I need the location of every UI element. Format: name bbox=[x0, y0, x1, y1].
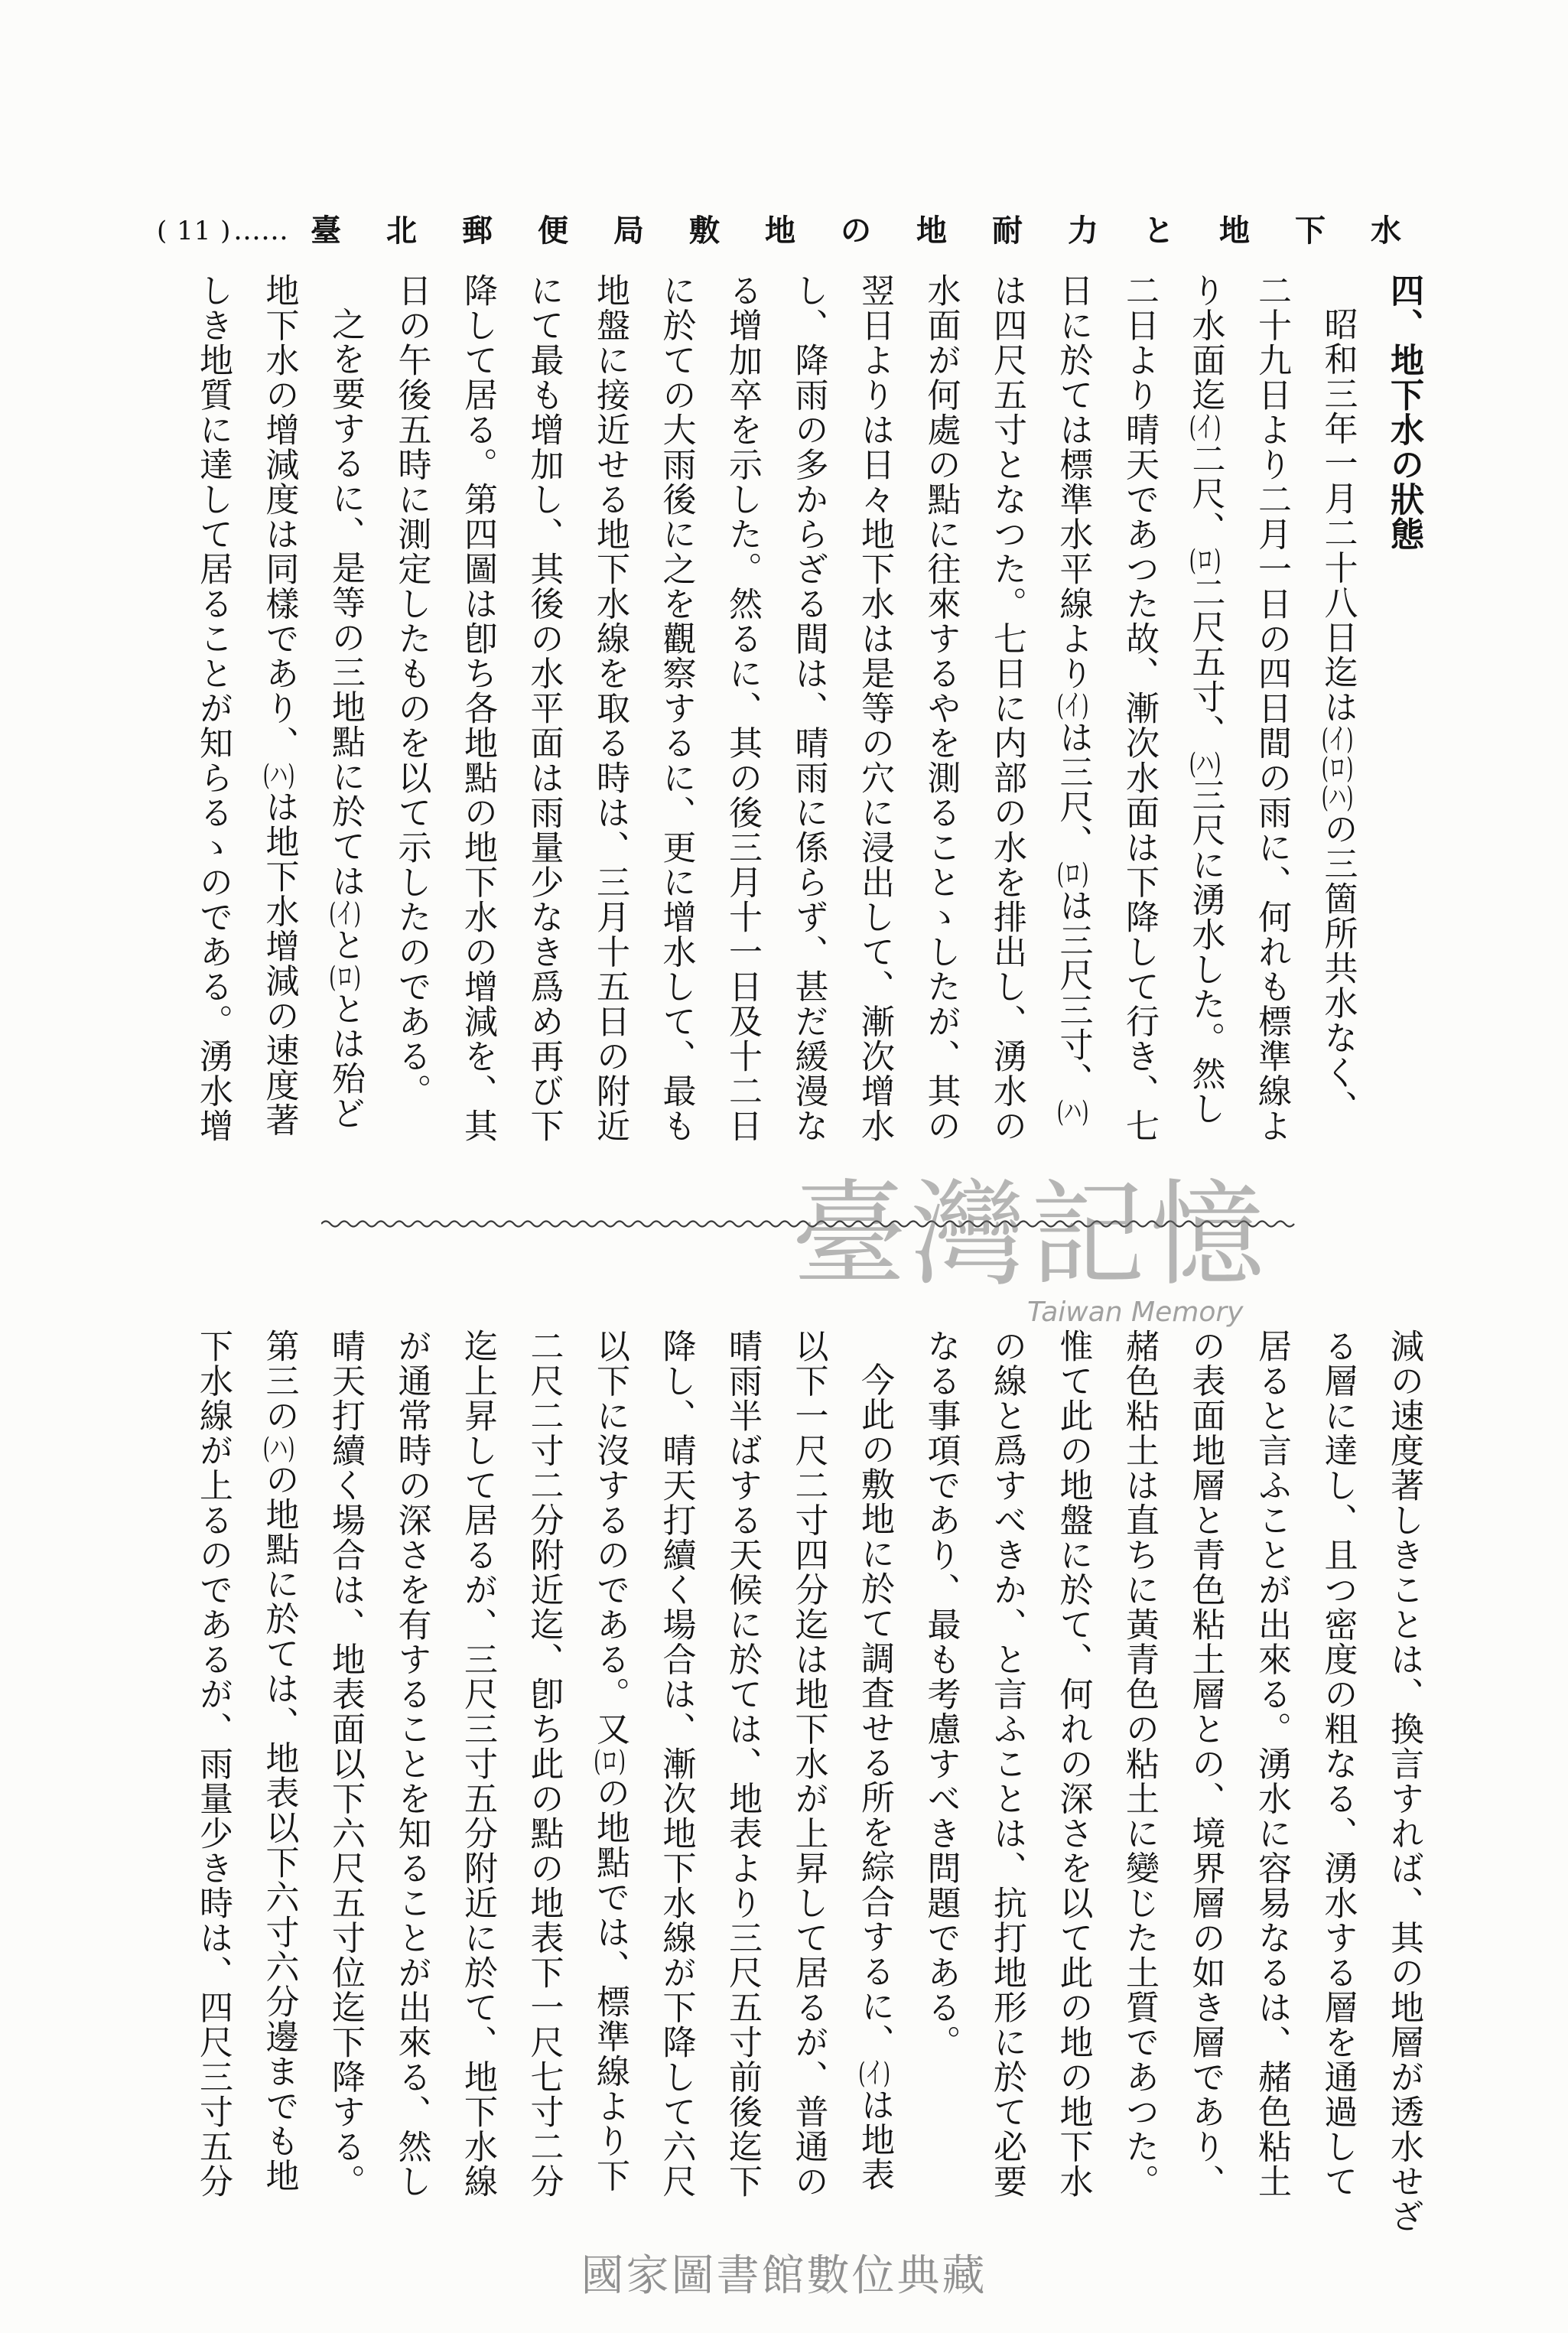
text-column: 地下水の增減度は同樣であり、(ハ)は地下水增減の速度著 bbox=[259, 273, 299, 1137]
enumerator-marker: (ロ) bbox=[1321, 753, 1354, 783]
enumerator-marker: (ハ) bbox=[262, 1433, 295, 1463]
text-column: 今此の敷地に於て調査せる所を綜合するに、(イ)は地表 bbox=[855, 1362, 894, 2192]
text-column: 降し、晴天打續く場合は、漸次地下水線が下降して六尺 bbox=[656, 1329, 696, 2199]
section-heading: 四、地下水の狀態 bbox=[1384, 273, 1423, 552]
enumerator-marker: (イ) bbox=[1321, 724, 1354, 753]
enumerator-marker: (ロ) bbox=[1056, 858, 1089, 888]
text-column: 下水線が上るのであるが、雨量少き時は、四尺三寸五分 bbox=[194, 1329, 233, 2199]
text-column: 水面が何處の點に往來するやを測ることゝしたが、其の bbox=[921, 273, 961, 1144]
enumerator-marker: (イ) bbox=[1056, 691, 1089, 720]
text-column: 晴雨半ばする天候に於ては、地表より三尺五寸前後迄下 bbox=[723, 1329, 762, 2199]
text-column: の表面地層と青色粘土層との、境界層の如き層であり、 bbox=[1186, 1329, 1225, 2199]
enumerator-marker: (イ) bbox=[858, 2058, 890, 2087]
text-column: 迄上昇して居るが、三尺三寸五分附近に於て、地下水線 bbox=[458, 1329, 497, 2199]
text-column: 減の速度著しきことは、換言すれば、其の地層が透水せざ bbox=[1384, 1329, 1423, 2234]
text-column: にて最も增加し、其後の水平面は雨量少なき爲め再び下 bbox=[524, 273, 564, 1144]
text-column: り水面迄(イ)二尺、(ロ)二尺五寸、(ハ)三尺に湧水した。然し bbox=[1186, 273, 1225, 1126]
enumerator-marker: (ハ) bbox=[1056, 1096, 1089, 1126]
library-watermark: 國家圖書館數位典藏 bbox=[581, 2251, 987, 2301]
enumerator-marker: (ロ) bbox=[594, 1746, 626, 1775]
page-number: ( 11 ) bbox=[157, 216, 232, 246]
header-leader-dots: …… bbox=[233, 215, 288, 246]
text-column: 居ると言ふことが出來る。湧水に容易なるは、赭色粘土 bbox=[1252, 1329, 1291, 2199]
enumerator-marker: (ハ) bbox=[1321, 782, 1354, 812]
taiwan-memory-logo: 臺灣記憶 bbox=[792, 1169, 1270, 1302]
running-title: 臺北郵便局敷地の地耐力と地下水 bbox=[311, 213, 1446, 249]
text-column: の線と爲すべきか、と言ふことは、抗打地形に於て必要 bbox=[987, 1329, 1026, 2199]
text-column: は四尺五寸となつた。七日に内部の水を排出し、湧水の bbox=[987, 273, 1026, 1144]
text-column: 之を要するに、是等の三地點に於ては(イ)と(ロ)とは殆ど bbox=[326, 307, 365, 1131]
text-column: 昭和三年一月二十八日迄は(イ)(ロ)(ハ)の三箇所共水なく、 bbox=[1318, 307, 1358, 1125]
enumerator-marker: (ハ) bbox=[1189, 748, 1222, 778]
text-column: 晴天打續く場合は、地表面以下六尺五寸位迄下降する。 bbox=[326, 1329, 365, 2199]
text-column: なる事項であり、最も考慮すべき問題である。 bbox=[921, 1329, 961, 2060]
text-column: 降して居る。第四圖は卽ち各地點の地下水の增減を、其 bbox=[458, 273, 497, 1144]
text-column: が通常時の深さを有することを知ることが出來る、然し bbox=[392, 1329, 431, 2199]
text-column: 地盤に接近せる地下水線を取る時は、三月十五日の附近 bbox=[590, 273, 629, 1144]
taiwan-memory-logo-latin: Taiwan Memory bbox=[1027, 1297, 1244, 1328]
text-column: 日の午後五時に測定したものを以て示したのである。 bbox=[392, 273, 431, 1108]
text-column: しき地質に達して居ることが知らるゝのである。湧水增 bbox=[194, 273, 233, 1144]
text-column: る增加卒を示した。然るに、其の後三月十一日及十二日 bbox=[723, 273, 762, 1144]
enumerator-marker: (イ) bbox=[1189, 412, 1222, 441]
text-column: 惟て此の地盤に於て、何れの深さを以て此の地の地下水 bbox=[1053, 1329, 1093, 2199]
text-column: る層に達し、且つ密度の粗なる、湧水する層を通過して bbox=[1318, 1329, 1358, 2199]
text-column: に於ての大雨後に之を觀察するに、更に增水して、最も bbox=[656, 273, 696, 1144]
upper-text-block bbox=[180, 273, 1437, 1168]
text-column: 日に於ては標準水平線より(イ)は三尺、(ロ)は三尺三寸、(ハ) bbox=[1053, 273, 1093, 1126]
running-header bbox=[157, 213, 1446, 249]
text-column: 翌日よりは日々地下水は是等の穴に浸出して、漸次增水 bbox=[855, 273, 894, 1144]
lower-text-block bbox=[180, 1329, 1437, 2234]
enumerator-marker: (ロ) bbox=[329, 962, 361, 991]
text-column: 以下に沒するのである。又(ロ)の地點では、標準線より下 bbox=[590, 1329, 629, 2193]
enumerator-marker: (ロ) bbox=[1189, 545, 1222, 575]
text-column: し、降雨の多からざる間は、晴雨に係らず、甚だ緩漫な bbox=[789, 273, 828, 1144]
text-column: 以下一尺二寸四分迄は地下水が上昇して居るが、普通の bbox=[789, 1329, 828, 2199]
text-column: 第三の(ハ)の地點に於ては、地表以下六寸六分邊までも地 bbox=[259, 1329, 299, 2193]
text-column: 二十九日より二月一日の四日間の雨に、何れも標準線よ bbox=[1252, 273, 1291, 1144]
enumerator-marker: (ハ) bbox=[262, 760, 295, 789]
text-column: 二尺二寸二分附近迄、卽ち此の點の地表下一尺七寸二分 bbox=[524, 1329, 564, 2199]
enumerator-marker: (イ) bbox=[329, 898, 361, 928]
text-column: 二日より晴天であつた故、漸次水面は下降して行き、七 bbox=[1120, 273, 1159, 1144]
text-column: 赭色粘土は直ちに黃青色の粘土に變じた土質であつた。 bbox=[1120, 1329, 1159, 2199]
